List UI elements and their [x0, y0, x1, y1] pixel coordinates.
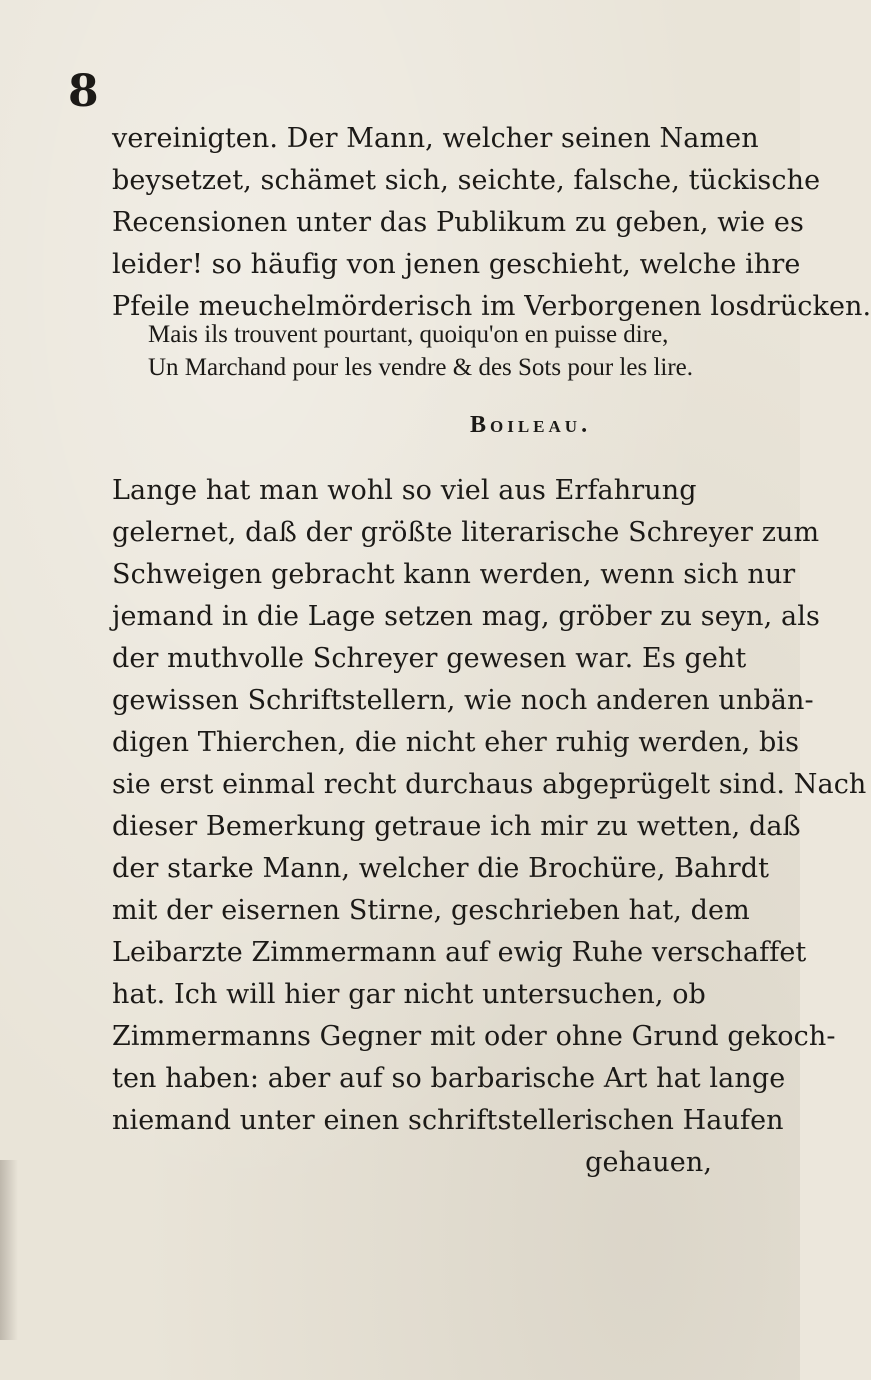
text-line: gehauen,: [585, 1147, 712, 1178]
text-line: mit der eisernen Stirne, geschrieben hat, dem: [112, 895, 750, 926]
text-line: ten haben: aber auf so barbarische Art hat lange: [112, 1063, 786, 1094]
text-line: Leibarzte Zimmermann auf ewig Ruhe verschaffet: [112, 937, 807, 968]
paragraph-schreyer: [112, 470, 867, 1184]
text-line: hat. Ich will hier gar nicht untersuchen, ob: [112, 979, 706, 1010]
text-line: Lange hat man wohl so viel aus Erfahrung: [112, 475, 697, 506]
quote-line: Un Marchand pour les vendre & des Sots pour les lire.: [148, 354, 694, 381]
text-line: niemand unter einen schriftstellerischen Haufen: [112, 1105, 784, 1136]
text-line: digen Thierchen, die nicht eher ruhig werden, bis: [112, 727, 800, 758]
quote-attribution: Boileau.: [470, 412, 592, 438]
text-line: gelernet, daß der größte literarische Schreyer zum: [112, 517, 820, 548]
text-line: jemand in die Lage setzen mag, gröber zu seyn, als: [112, 601, 820, 632]
text-line: der muthvolle Schreyer gewesen war. Es geht: [112, 643, 747, 674]
text-line: leider! so häufig von jenen geschieht, welche ihre: [112, 249, 801, 280]
quote-line: Mais ils trouvent pourtant, quoiqu'on en puisse dire,: [148, 321, 669, 348]
text-line: gewissen Schriftstellern, wie noch anderen unbän-: [112, 685, 814, 716]
boileau-quote: [148, 318, 758, 384]
text-line: dieser Bemerkung getraue ich mir zu wetten, daß: [112, 811, 801, 842]
paragraph-recensions: [112, 118, 871, 328]
text-line: Schweigen gebracht kann werden, wenn sich nur: [112, 559, 796, 590]
text-line: der starke Mann, welcher die Brochüre, Bahrdt: [112, 853, 770, 884]
text-line: Recensionen unter das Publikum zu geben, wie es: [112, 207, 804, 238]
text-line: Pfeile meuchelmörderisch im Verborgenen losdrücken.: [112, 291, 871, 322]
page-edge-shadow: [0, 1160, 18, 1340]
text-line: Zimmermanns Gegner mit oder ohne Grund gekoch-: [112, 1021, 836, 1052]
text-line: vereinigten. Der Mann, welcher seinen Namen: [112, 123, 759, 154]
text-line: beysetzet, schämet sich, seichte, falsche, tückische: [112, 165, 821, 196]
text-line: sie erst einmal recht durchaus abgeprügelt sind. Nach: [112, 769, 867, 800]
page-number: 8: [68, 66, 99, 117]
